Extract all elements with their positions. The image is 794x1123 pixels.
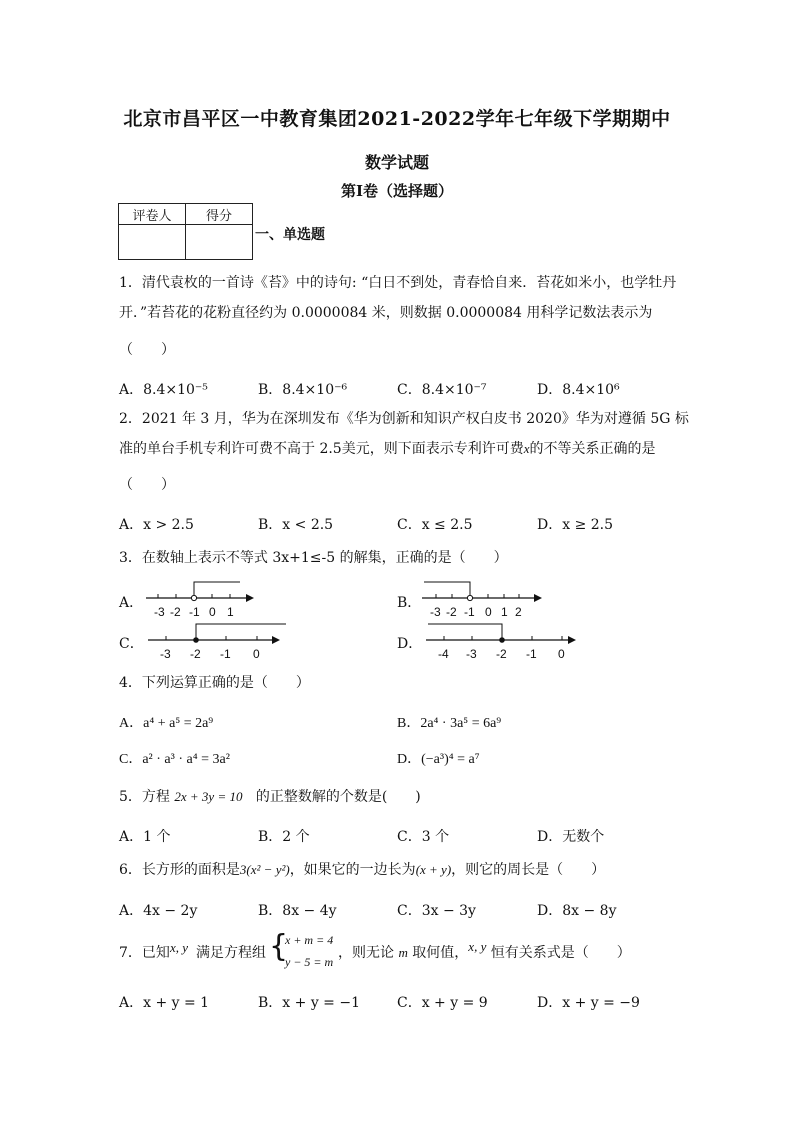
tick-label: 2 bbox=[515, 605, 522, 619]
tick-label: -4 bbox=[438, 647, 449, 661]
page-title: 北京市昌平区一中教育集团2021-2022学年七年级下学期期中 bbox=[123, 108, 671, 130]
q7-text-d: 取何值， bbox=[412, 945, 469, 961]
q5-equation: 2x + 3y = 10 bbox=[174, 789, 243, 804]
q2-option-b: B．x < 2.5 bbox=[258, 517, 334, 533]
q7-brace: { bbox=[269, 929, 289, 964]
q2-line2-a: 准的单台手机专利许可费不高于 2.5美元，则下面表示专利许可费 bbox=[119, 441, 524, 457]
q5-text-a: 5．方程 bbox=[119, 789, 170, 805]
tick-label: -1 bbox=[189, 605, 200, 619]
q6-option-b: B．8x − 4y bbox=[258, 903, 337, 919]
q7-text-c bbox=[338, 939, 631, 961]
q7-option-d: D．x + y = −9 bbox=[537, 995, 640, 1011]
grading-table bbox=[118, 203, 253, 260]
q5-text bbox=[119, 790, 421, 804]
q5-option-d: D．无数个 bbox=[537, 829, 605, 845]
q7-option-b: B．x + y = −1 bbox=[258, 995, 360, 1011]
q1-paren: （ ） bbox=[119, 342, 175, 358]
q5-text-b: 的正整数解的个数是( ) bbox=[255, 789, 421, 805]
reviewer-header: 评卷人 bbox=[119, 204, 186, 225]
q6-text-b: ，如果它的一边长为 bbox=[289, 862, 416, 878]
q4-text: 4．下列运算正确的是（ ） bbox=[119, 675, 310, 691]
q2-line2 bbox=[119, 442, 656, 456]
q6-text-c: ，则它的周长是（ ） bbox=[451, 862, 606, 878]
q7-option-a: A．x + y = 1 bbox=[119, 995, 210, 1011]
q1-option-c: C．8.4×10⁻⁷ bbox=[397, 382, 487, 398]
q2-option-c: C．x ≤ 2.5 bbox=[397, 517, 473, 533]
tick-label: -2 bbox=[190, 647, 201, 661]
tick-label: -1 bbox=[526, 647, 537, 661]
tick-label: -3 bbox=[154, 605, 165, 619]
q3-label-b: B． bbox=[397, 595, 422, 611]
tick-label: 0 bbox=[485, 605, 492, 619]
reviewer-cell bbox=[119, 225, 186, 260]
tick-label: -1 bbox=[464, 605, 475, 619]
q2-paren: （ ） bbox=[119, 477, 175, 493]
q2-line2-b: 的不等关系正确的是 bbox=[529, 441, 656, 457]
volume-title: 第I卷（选择题） bbox=[340, 182, 454, 200]
q6-option-a: A．4x − 2y bbox=[119, 903, 198, 919]
q3-label-a: A． bbox=[119, 595, 144, 611]
q3-numberline-a bbox=[140, 578, 260, 622]
q7-m: m bbox=[398, 945, 408, 960]
q3-text: 3．在数轴上表示不等式 3x+1≤-5 的解集，正确的是（ ） bbox=[119, 550, 508, 566]
q3-numberline-d bbox=[418, 618, 588, 664]
q3-numberline-b bbox=[418, 578, 548, 622]
q7-text-a: 7．已知 bbox=[119, 945, 170, 961]
subject-title: 数学试题 bbox=[364, 153, 429, 172]
q6-area: 3(x² − y²) bbox=[239, 862, 290, 877]
tick-label: 0 bbox=[558, 647, 565, 661]
q4-option-b: B．2a⁴ · 3a⁵ = 6a⁹ bbox=[397, 716, 502, 731]
q1-option-b: B．8.4×10⁻⁶ bbox=[258, 382, 348, 398]
q5-option-b: B．2 个 bbox=[258, 829, 310, 845]
tick-label: -3 bbox=[430, 605, 441, 619]
tick-label: -3 bbox=[466, 647, 477, 661]
q6-side: (x + y) bbox=[415, 862, 452, 877]
tick-label: -2 bbox=[170, 605, 181, 619]
q7-vars2: x, y bbox=[468, 939, 487, 954]
q3-numberline-c bbox=[140, 618, 300, 664]
q7-eq1: x + m = 4 bbox=[285, 933, 334, 947]
tick-label: -1 bbox=[220, 647, 231, 661]
q6-text bbox=[119, 863, 605, 877]
tick-label: 1 bbox=[501, 605, 508, 619]
q1-line1: 1．清代袁枚的一首诗《苔》中的诗句: “白日不到处，青春恰自来．苔花如米小，也学牡丹 bbox=[119, 275, 677, 291]
q5-option-c: C．3 个 bbox=[397, 829, 450, 845]
q4-option-a: A．a⁴ + a⁵ = 2a⁹ bbox=[119, 716, 214, 731]
tick-label: 0 bbox=[209, 605, 216, 619]
q7-eq2: y − 5 = m bbox=[285, 955, 334, 969]
tick-label: -3 bbox=[160, 647, 171, 661]
tick-label: -2 bbox=[496, 647, 507, 661]
score-header: 得分 bbox=[186, 204, 253, 225]
q3-label-d: D． bbox=[397, 636, 423, 652]
q4-option-d: D．(−a³)⁴ = a⁷ bbox=[397, 752, 480, 767]
q6-option-d: D．8x − 8y bbox=[537, 903, 617, 919]
tick-label: 1 bbox=[227, 605, 234, 619]
q1-option-d: D．8.4×10⁶ bbox=[537, 382, 620, 398]
q1-line2: 开．”若苔花的花粉直径约为 0.0000084 米，则数据 0.0000084 用科学记数法表示为 bbox=[119, 305, 653, 321]
q5-option-a: A．1 个 bbox=[119, 829, 171, 845]
score-cell bbox=[186, 225, 253, 260]
q3-label-c: C． bbox=[119, 636, 144, 652]
q7-vars: x, y bbox=[170, 940, 189, 955]
tick-label: -2 bbox=[446, 605, 457, 619]
q6-option-c: C．3x − 3y bbox=[397, 903, 476, 919]
q7-text-e: 恒有关系式是（ ） bbox=[490, 945, 631, 961]
q2-option-d: D．x ≥ 2.5 bbox=[537, 517, 614, 533]
q7-text-b: 满足方程组 bbox=[196, 945, 266, 961]
tick-label: 0 bbox=[253, 647, 260, 661]
q2-var: x bbox=[523, 441, 530, 456]
q2-line1: 2．2021 年 3 月，华为在深圳发布《华为创新和知识产权白皮书 2020》华为对遵循 5G 标 bbox=[119, 411, 689, 427]
q6-text-a: 6．长方形的面积是 bbox=[119, 862, 240, 878]
section-heading: 一、单选题 bbox=[255, 227, 325, 243]
q2-option-a: A．x > 2.5 bbox=[119, 517, 194, 533]
q7-option-c: C．x + y = 9 bbox=[397, 995, 488, 1011]
q7-text-c-part: ，则无论 bbox=[338, 945, 394, 961]
q4-option-c: C．a² · a³ · a⁴ = 3a² bbox=[119, 752, 230, 767]
q1-option-a: A．8.4×10⁻⁵ bbox=[119, 382, 208, 398]
